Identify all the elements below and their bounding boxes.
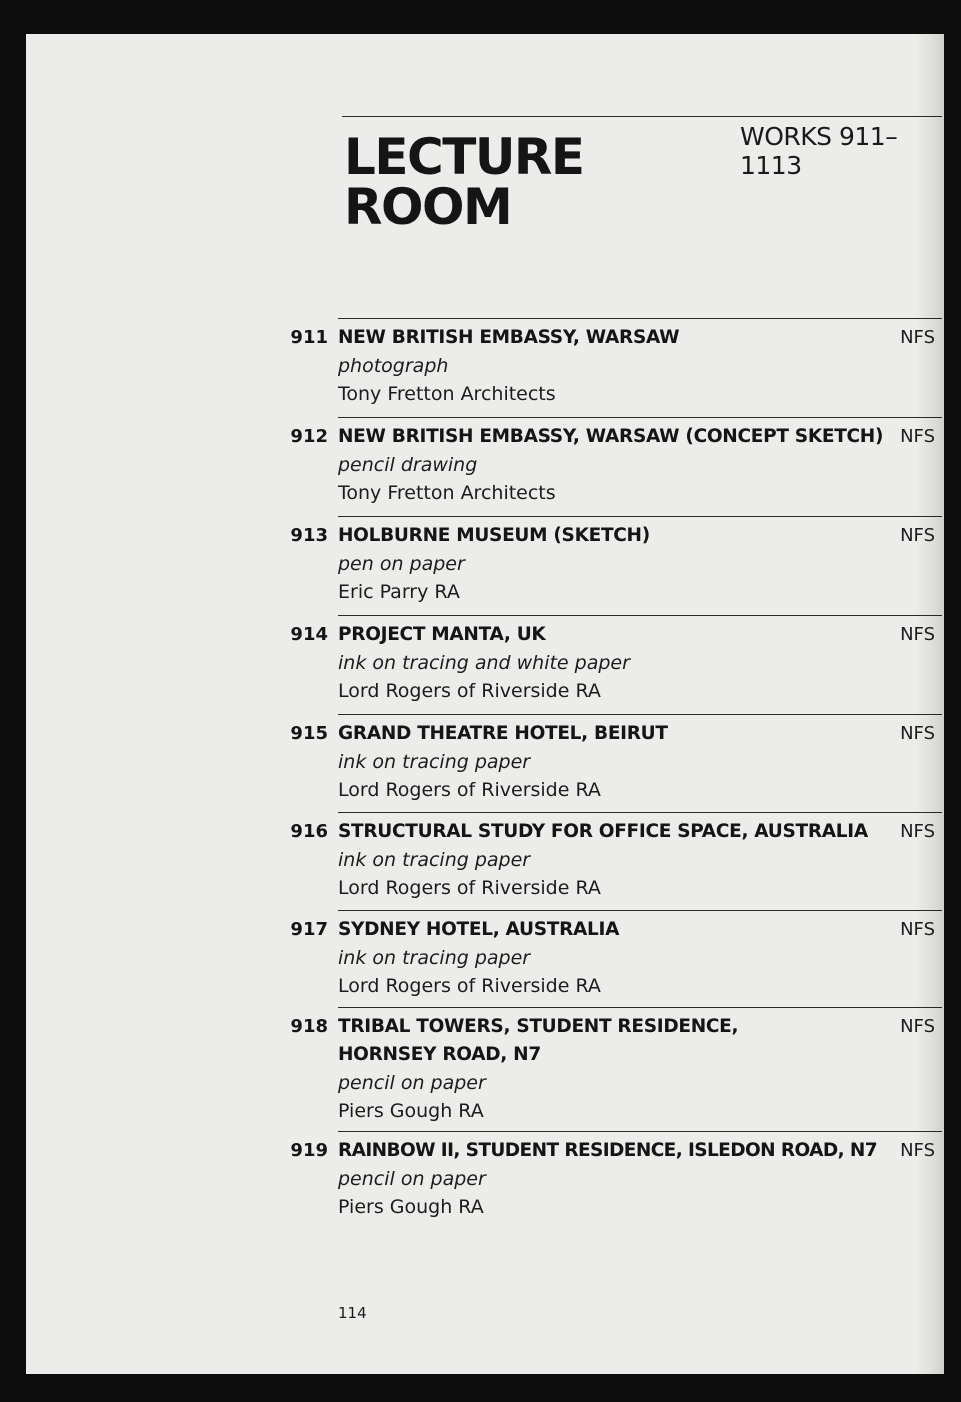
entry-artist: Lord Rogers of Riverside RA	[338, 975, 601, 997]
entry-rule	[338, 318, 942, 319]
entry-number: 911	[290, 327, 328, 348]
entry-artist: Lord Rogers of Riverside RA	[338, 680, 601, 702]
entry-price: NFS	[900, 1140, 935, 1161]
page-number: 114	[338, 1304, 367, 1322]
entry-medium: ink on tracing and white paper	[338, 652, 630, 674]
entry-price: NFS	[900, 327, 935, 348]
entry-number: 916	[290, 821, 328, 842]
catalogue-page	[26, 34, 944, 1374]
entry-title: NEW BRITISH EMBASSY, WARSAW (CONCEPT SKETCH)	[338, 426, 884, 447]
entry-price: NFS	[900, 1016, 935, 1037]
entry-rule	[338, 1131, 942, 1132]
section-title-line1: LECTURE	[344, 128, 584, 186]
entry-number: 918	[290, 1016, 328, 1037]
entry-title: SYDNEY HOTEL, AUSTRALIA	[338, 919, 620, 940]
entry-price: NFS	[900, 525, 935, 546]
entry-rule	[338, 1007, 942, 1008]
entry-price: NFS	[900, 821, 935, 842]
entry-medium: ink on tracing paper	[338, 849, 531, 871]
entry-price: NFS	[900, 919, 935, 940]
entry-title: HOLBURNE MUSEUM (SKETCH)	[338, 525, 650, 546]
entry-title: RAINBOW II, STUDENT RESIDENCE, ISLEDON ROAD, N7	[338, 1140, 878, 1161]
entry-medium: pencil on paper	[338, 1072, 486, 1094]
entry-artist: Tony Fretton Architects	[338, 383, 556, 405]
entry-price: NFS	[900, 624, 935, 645]
entry-medium: ink on tracing paper	[338, 751, 531, 773]
entry-price: NFS	[900, 426, 935, 447]
entry-artist: Piers Gough RA	[338, 1100, 484, 1122]
entry-title-line2: HORNSEY ROAD, N7	[338, 1044, 541, 1065]
entry-title: STRUCTURAL STUDY FOR OFFICE SPACE, AUSTRALIA	[338, 821, 868, 842]
page-edge-shadow	[916, 34, 944, 1374]
entry-medium: ink on tracing paper	[338, 947, 531, 969]
entry-price: NFS	[900, 723, 935, 744]
entry-artist: Lord Rogers of Riverside RA	[338, 877, 601, 899]
entry-rule	[338, 417, 942, 418]
entry-rule	[338, 714, 942, 715]
entry-artist: Tony Fretton Architects	[338, 482, 556, 504]
header-rule	[342, 116, 942, 117]
entry-artist: Lord Rogers of Riverside RA	[338, 779, 601, 801]
entry-rule	[338, 615, 942, 616]
entry-medium: photograph	[338, 355, 449, 377]
works-range: WORKS 911–1113	[740, 122, 898, 180]
entry-medium: pen on paper	[338, 553, 465, 575]
section-title	[344, 128, 584, 236]
entry-number: 914	[290, 624, 328, 645]
section-title-line2: ROOM	[344, 178, 512, 236]
entry-number: 913	[290, 525, 328, 546]
entry-artist: Piers Gough RA	[338, 1196, 484, 1218]
entry-rule	[338, 812, 942, 813]
entry-rule	[338, 516, 942, 517]
entry-medium: pencil on paper	[338, 1168, 486, 1190]
entry-number: 917	[290, 919, 328, 940]
entry-number: 915	[290, 723, 328, 744]
entry-artist: Eric Parry RA	[338, 581, 460, 603]
entry-number: 919	[290, 1140, 328, 1161]
entry-title-line1: TRIBAL TOWERS, STUDENT RESIDENCE,	[338, 1016, 739, 1037]
entry-medium: pencil drawing	[338, 454, 478, 476]
entry-title: GRAND THEATRE HOTEL, BEIRUT	[338, 723, 668, 744]
entry-title: NEW BRITISH EMBASSY, WARSAW	[338, 327, 680, 348]
entry-title: PROJECT MANTA, UK	[338, 624, 546, 645]
entry-number: 912	[290, 426, 328, 447]
entry-rule	[338, 910, 942, 911]
